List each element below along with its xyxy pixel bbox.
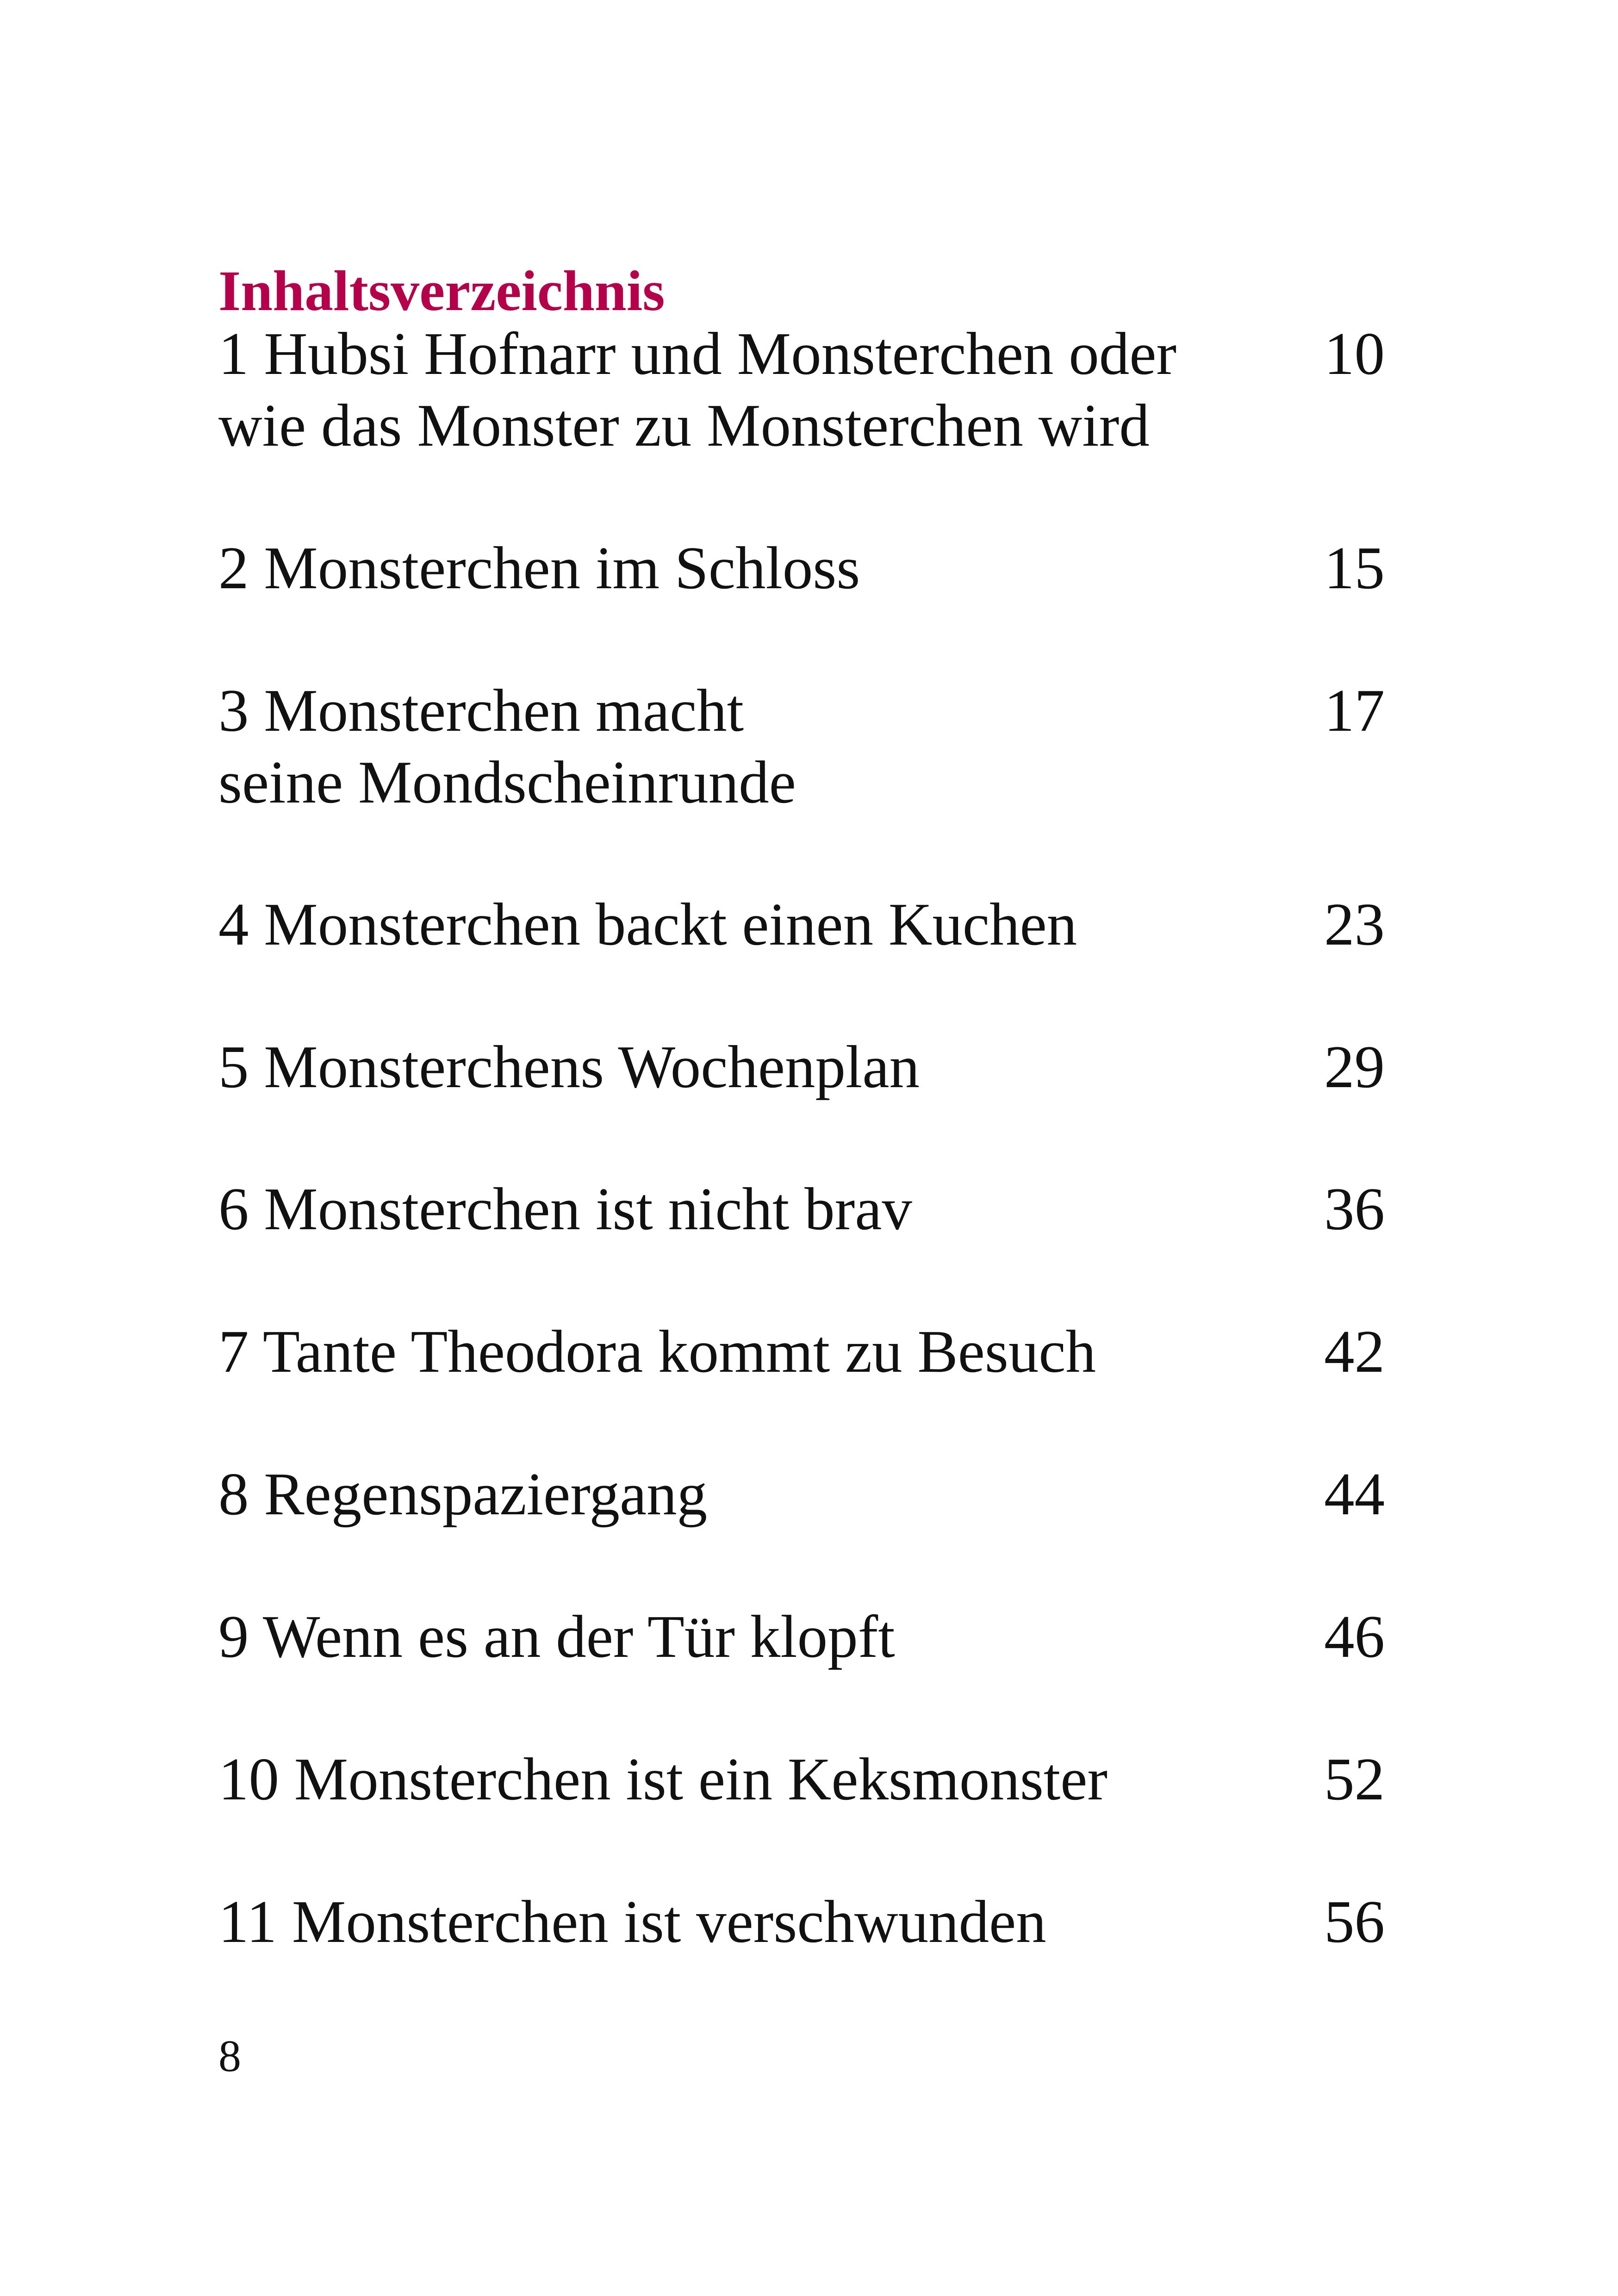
toc-entry <box>218 889 1385 960</box>
toc-entry-page: 52 <box>1324 1746 1385 1813</box>
toc-entry-page: 17 <box>1324 677 1385 744</box>
toc-entry-page: 23 <box>1324 891 1385 958</box>
toc-entry <box>218 318 1385 461</box>
toc-entry-title: 5 Monsterchens Wochenplan <box>218 1033 920 1101</box>
toc-entry <box>218 1173 1385 1245</box>
toc-entry-title: 10 Monsterchen ist ein Keksmonster <box>218 1746 1108 1813</box>
toc-entry-title: 8 Regenspaziergang <box>218 1461 708 1528</box>
toc-entry <box>218 1458 1385 1530</box>
toc-entry <box>218 532 1385 604</box>
toc-entry-page: 56 <box>1324 1888 1385 1955</box>
toc-entry <box>218 1601 1385 1673</box>
toc-entry-title: 2 Monsterchen im Schloss <box>218 535 860 602</box>
toc-entry-page: 29 <box>1324 1033 1385 1101</box>
page-number: 8 <box>218 2031 241 2081</box>
toc-entry-page: 36 <box>1324 1176 1385 1243</box>
toc-entry-page: 44 <box>1324 1461 1385 1528</box>
toc-entry-page: 15 <box>1324 535 1385 602</box>
toc-entry-title: 1 Hubsi Hofnarr und Monsterchen oder wie das Monster zu Monsterchen wird <box>218 320 1177 459</box>
toc-entry-title: 11 Monsterchen ist verschwunden <box>218 1888 1046 1955</box>
toc-entry-title: 6 Monsterchen ist nicht brav <box>218 1176 912 1243</box>
toc-entry-page: 42 <box>1324 1318 1385 1385</box>
toc-entry-page: 10 <box>1324 320 1385 387</box>
toc-entry <box>218 1031 1385 1103</box>
toc-entry <box>218 1743 1385 1815</box>
toc-entry-title: 9 Wenn es an der Tür klopft <box>218 1603 895 1670</box>
toc-entry-title: 7 Tante Theodora kommt zu Besuch <box>218 1318 1096 1385</box>
toc-entry-page: 46 <box>1324 1603 1385 1670</box>
toc-entry-title: 4 Monsterchen backt einen Kuchen <box>218 891 1077 958</box>
toc-entry-title: 3 Monsterchen macht seine Mondscheinrunde <box>218 677 796 816</box>
toc-entry <box>218 675 1385 818</box>
toc-heading: Inhaltsverzeichnis <box>218 259 665 323</box>
toc-entry <box>218 1316 1385 1388</box>
toc-entry <box>218 1886 1385 1958</box>
